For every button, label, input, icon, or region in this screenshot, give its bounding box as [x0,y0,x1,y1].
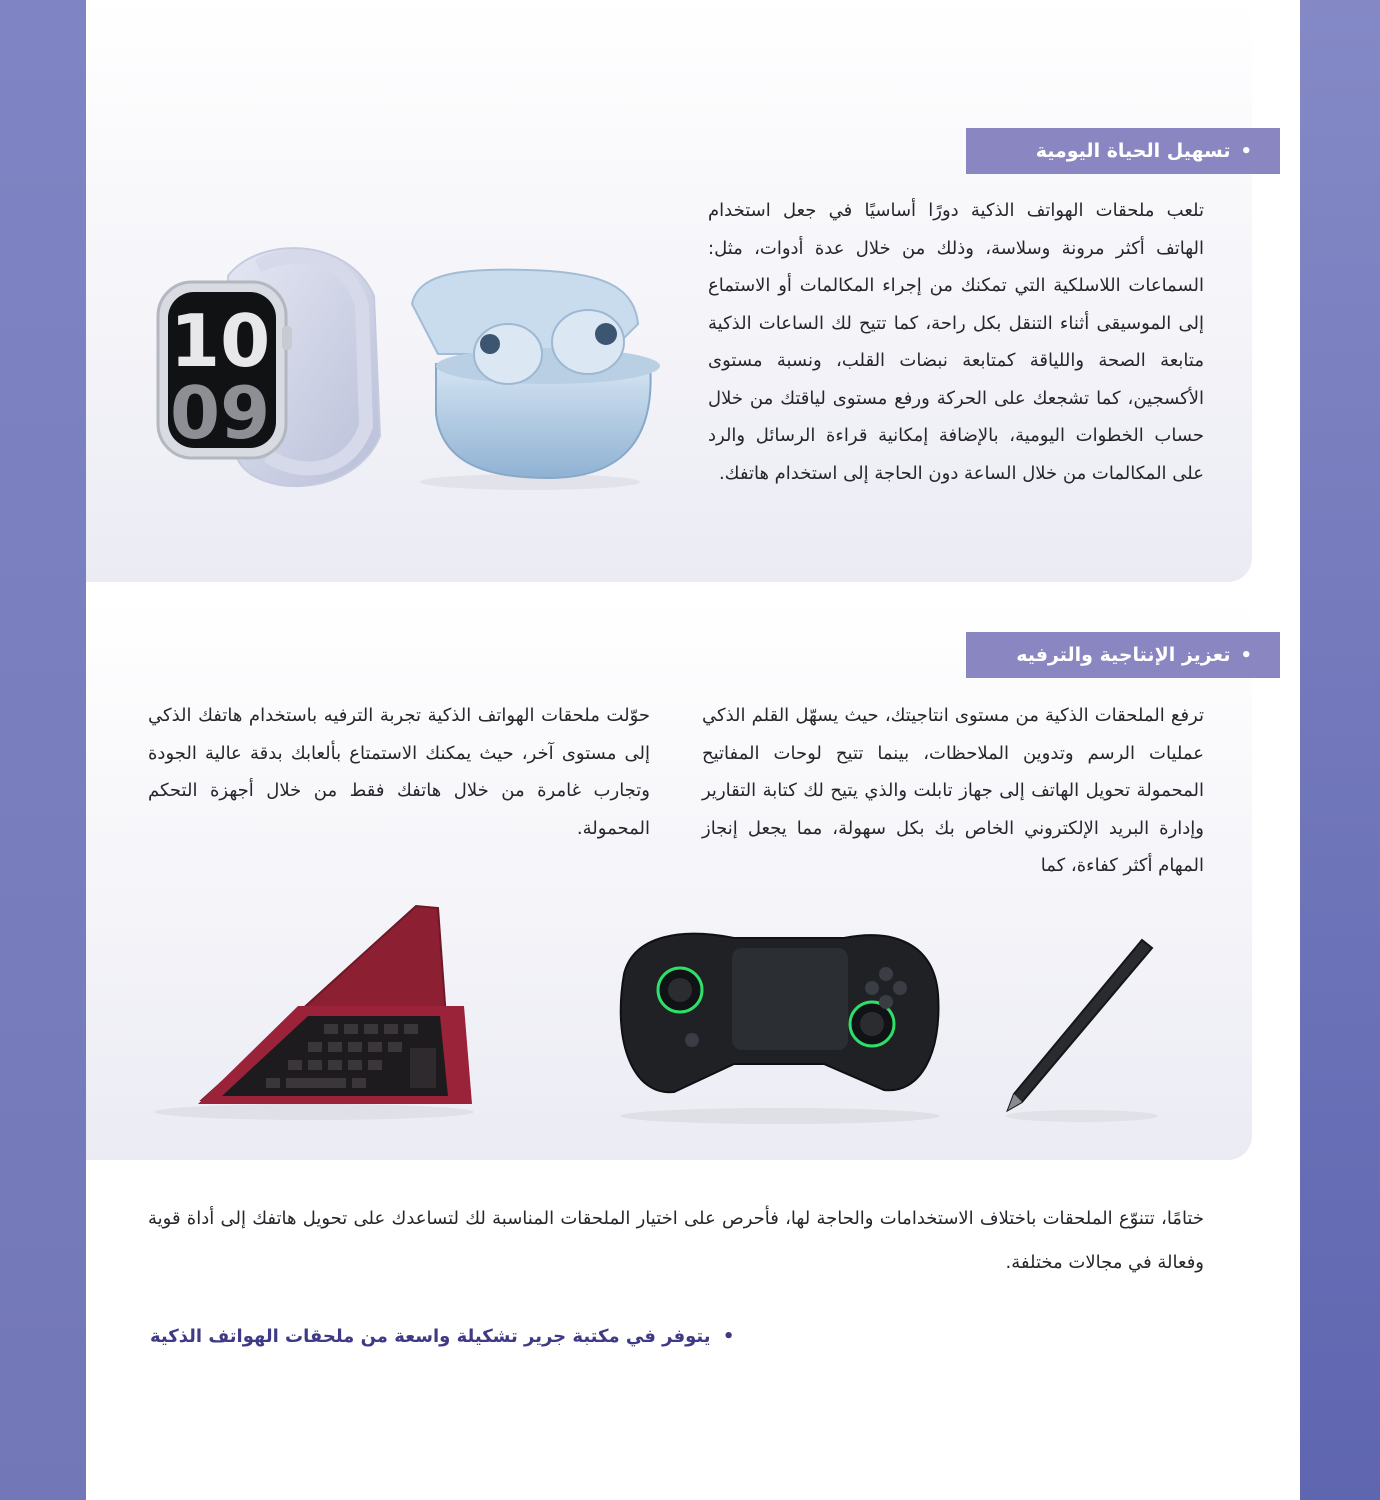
watch-minute: 09 [170,371,271,455]
heading-text: تسهيل الحياة اليومية [1035,140,1231,162]
watch-hour: 10 [170,299,271,383]
heading-text: تعزيز الإنتاجية والترفيه [1016,644,1231,666]
wireless-earbuds-illustration [398,264,662,494]
entertainment-paragraph: حوّلت ملحقات الهواتف الذكية تجربة الترفيه باستخدام هاتفك الذكي إلى مستوى آخر، حيث يمكنك الاستمتاع بألعابك بدقة عالية الجودة وتجارب غامرة من خلال هاتفك فقط من خلال أجهزة التحكم المحمولة. [148,705,650,839]
availability-note [150,1326,734,1347]
smartwatch-illustration [148,236,384,498]
right-margin-band [1300,0,1380,1500]
section-heading-productivity [966,632,1280,678]
left-margin-band [0,0,86,1500]
note-text: يتوفر في مكتبة جرير تشكيلة واسعة من ملحقات الهواتف الذكية [150,1326,711,1347]
heading-bullet: • [1240,140,1252,162]
productivity-paragraph: ترفع الملحقات الذكية من مستوى انتاجيتك، حيث يسهّل القلم الذكي عمليات الرسم وتدوين الملاحظات، بينما تتيح لوحات المفاتيح المحمولة تحويل الهاتف إلى جهاز تابلت والذي يتيح لك كتابة التقارير وإدارة البريد الإلكتروني الخاص بك بكل سهولة، مما يجعل إنجاز المهام أكثر كفاءة، كما [702,705,1204,876]
foldable-keyboard-illustration [148,900,480,1122]
heading-bullet: • [1240,644,1252,666]
section-heading-daily-life [966,128,1280,174]
note-bullet: • [722,1326,735,1347]
daily-life-paragraph: تلعب ملحقات الهواتف الذكية دورًا أساسيًا في جعل استخدام الهاتف أكثر مرونة وسلاسة، وذلك من خلال عدة أدوات، مثل: السماعات اللاسلكية التي تمكنك من إجراء المكالمات أو الاستماع إلى الموسيقى أثناء التنقل بكل راحة، كما تتيح لك الساعات الذكية متابعة الصحة واللياقة كمتابعة نبضات القلب، ونسبة مستوى الأكسجين، كما تشجعك على الحركة ورفع مستوى لياقتك من خلال حساب الخطوات اليومية، بالإضافة إمكانية قراءة الرسائل والرد على المكالمات من خلال الساعة دون الحاجة إلى استخدام هاتفك. [708,200,1204,484]
smart-pen-illustration [992,926,1166,1124]
closing-paragraph: ختامًا، تتنوّع الملحقات باختلاف الاستخدامات والحاجة لها، فأحرص على اختيار الملحقات المناسبة لك لتساعدك على تحويل هاتفك إلى أداة قوية وفعالة في مجالات مختلفة. [148,1208,1204,1273]
mobile-game-controller-illustration [604,914,950,1126]
